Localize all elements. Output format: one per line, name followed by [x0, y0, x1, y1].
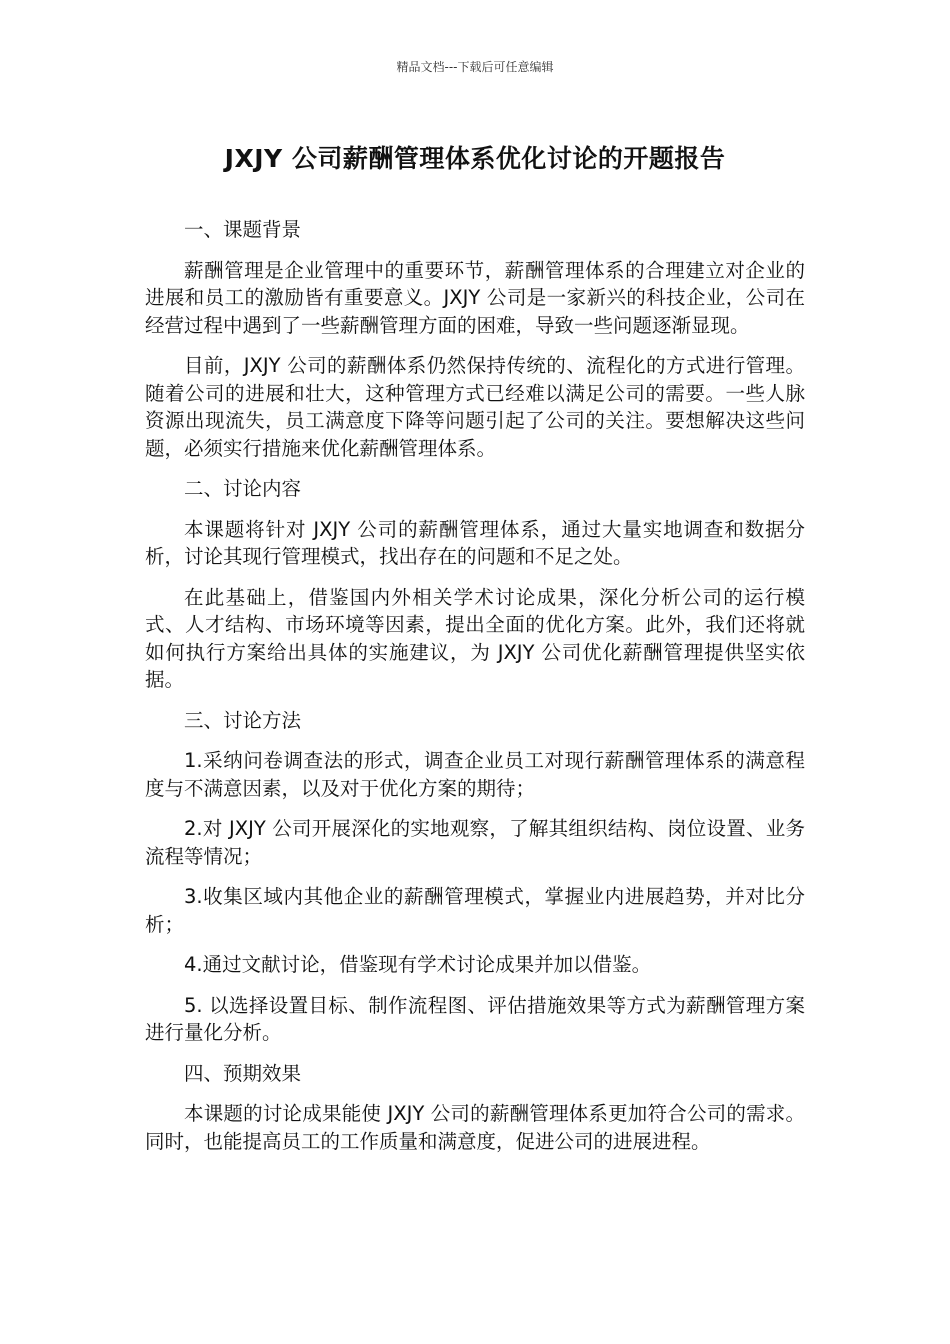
- list-item: 1.采纳问卷调查法的形式，调查企业员工对现行薪酬管理体系的满意程度与不满意因素，以及对于优化方案的期待；: [145, 749, 805, 800]
- list-item: 2.对 JXJY 公司开展深化的实地观察，了解其组织结构、岗位设置、业务流程等情况；: [145, 817, 805, 868]
- document-body: [145, 216, 805, 1168]
- list-item: 5. 以选择设置目标、制作流程图、评估措施效果等方式为薪酬管理方案进行量化分析。: [145, 993, 805, 1044]
- paragraph: 薪酬管理是企业管理中的重要环节，薪酬管理体系的合理建立对企业的进展和员工的激励皆有重要意义。JXJY 公司是一家新兴的科技企业，公司在经营过程中遇到了一些薪酬管理方面的困难，导致一些问题逐渐显现。: [145, 258, 805, 337]
- section-heading-content: 二、讨论内容: [184, 477, 302, 500]
- paragraph: 本课题将针对 JXJY 公司的薪酬管理体系，通过大量实地调查和数据分析，讨论其现行管理模式，找出存在的问题和不足之处。: [145, 517, 805, 568]
- paragraph: 本课题的讨论成果能使 JXJY 公司的薪酬管理体系更加符合公司的需求。同时，也能提高员工的工作质量和满意度，促进公司的进展进程。: [145, 1102, 805, 1153]
- list-item: 4.通过文献讨论，借鉴现有学术讨论成果并加以借鉴。: [184, 953, 652, 976]
- section-heading-expected-results: 四、预期效果: [184, 1061, 302, 1085]
- section-heading-background: 一、课题背景: [184, 218, 302, 241]
- paragraph: 在此基础上，借鉴国内外相关学术讨论成果，深化分析公司的运行模式、人才结构、市场环境等因素，提出全面的优化方案。此外，我们还将就如何执行方案给出具体的实施建议，为 JXJY 公司优化薪酬管理提供坚实依据。: [145, 585, 805, 691]
- list-item: 3.收集区域内其他企业的薪酬管理模式，掌握业内进展趋势，并对比分析；: [145, 885, 805, 936]
- header-note: 精品文档---下载后可任意编辑: [396, 60, 554, 74]
- paragraph: 目前，JXJY 公司的薪酬体系仍然保持传统的、流程化的方式进行管理。随着公司的进展和壮大，这种管理方式已经难以满足公司的需要。一些人脉资源出现流失，员工满意度下降等问题引起了公司的关注。要想解决这些问题，必须实行措施来优化薪酬管理体系。: [145, 354, 805, 460]
- section-heading-methods: 三、讨论方法: [184, 708, 302, 732]
- document-title: JXJY 公司薪酬管理体系优化讨论的开题报告: [224, 144, 726, 173]
